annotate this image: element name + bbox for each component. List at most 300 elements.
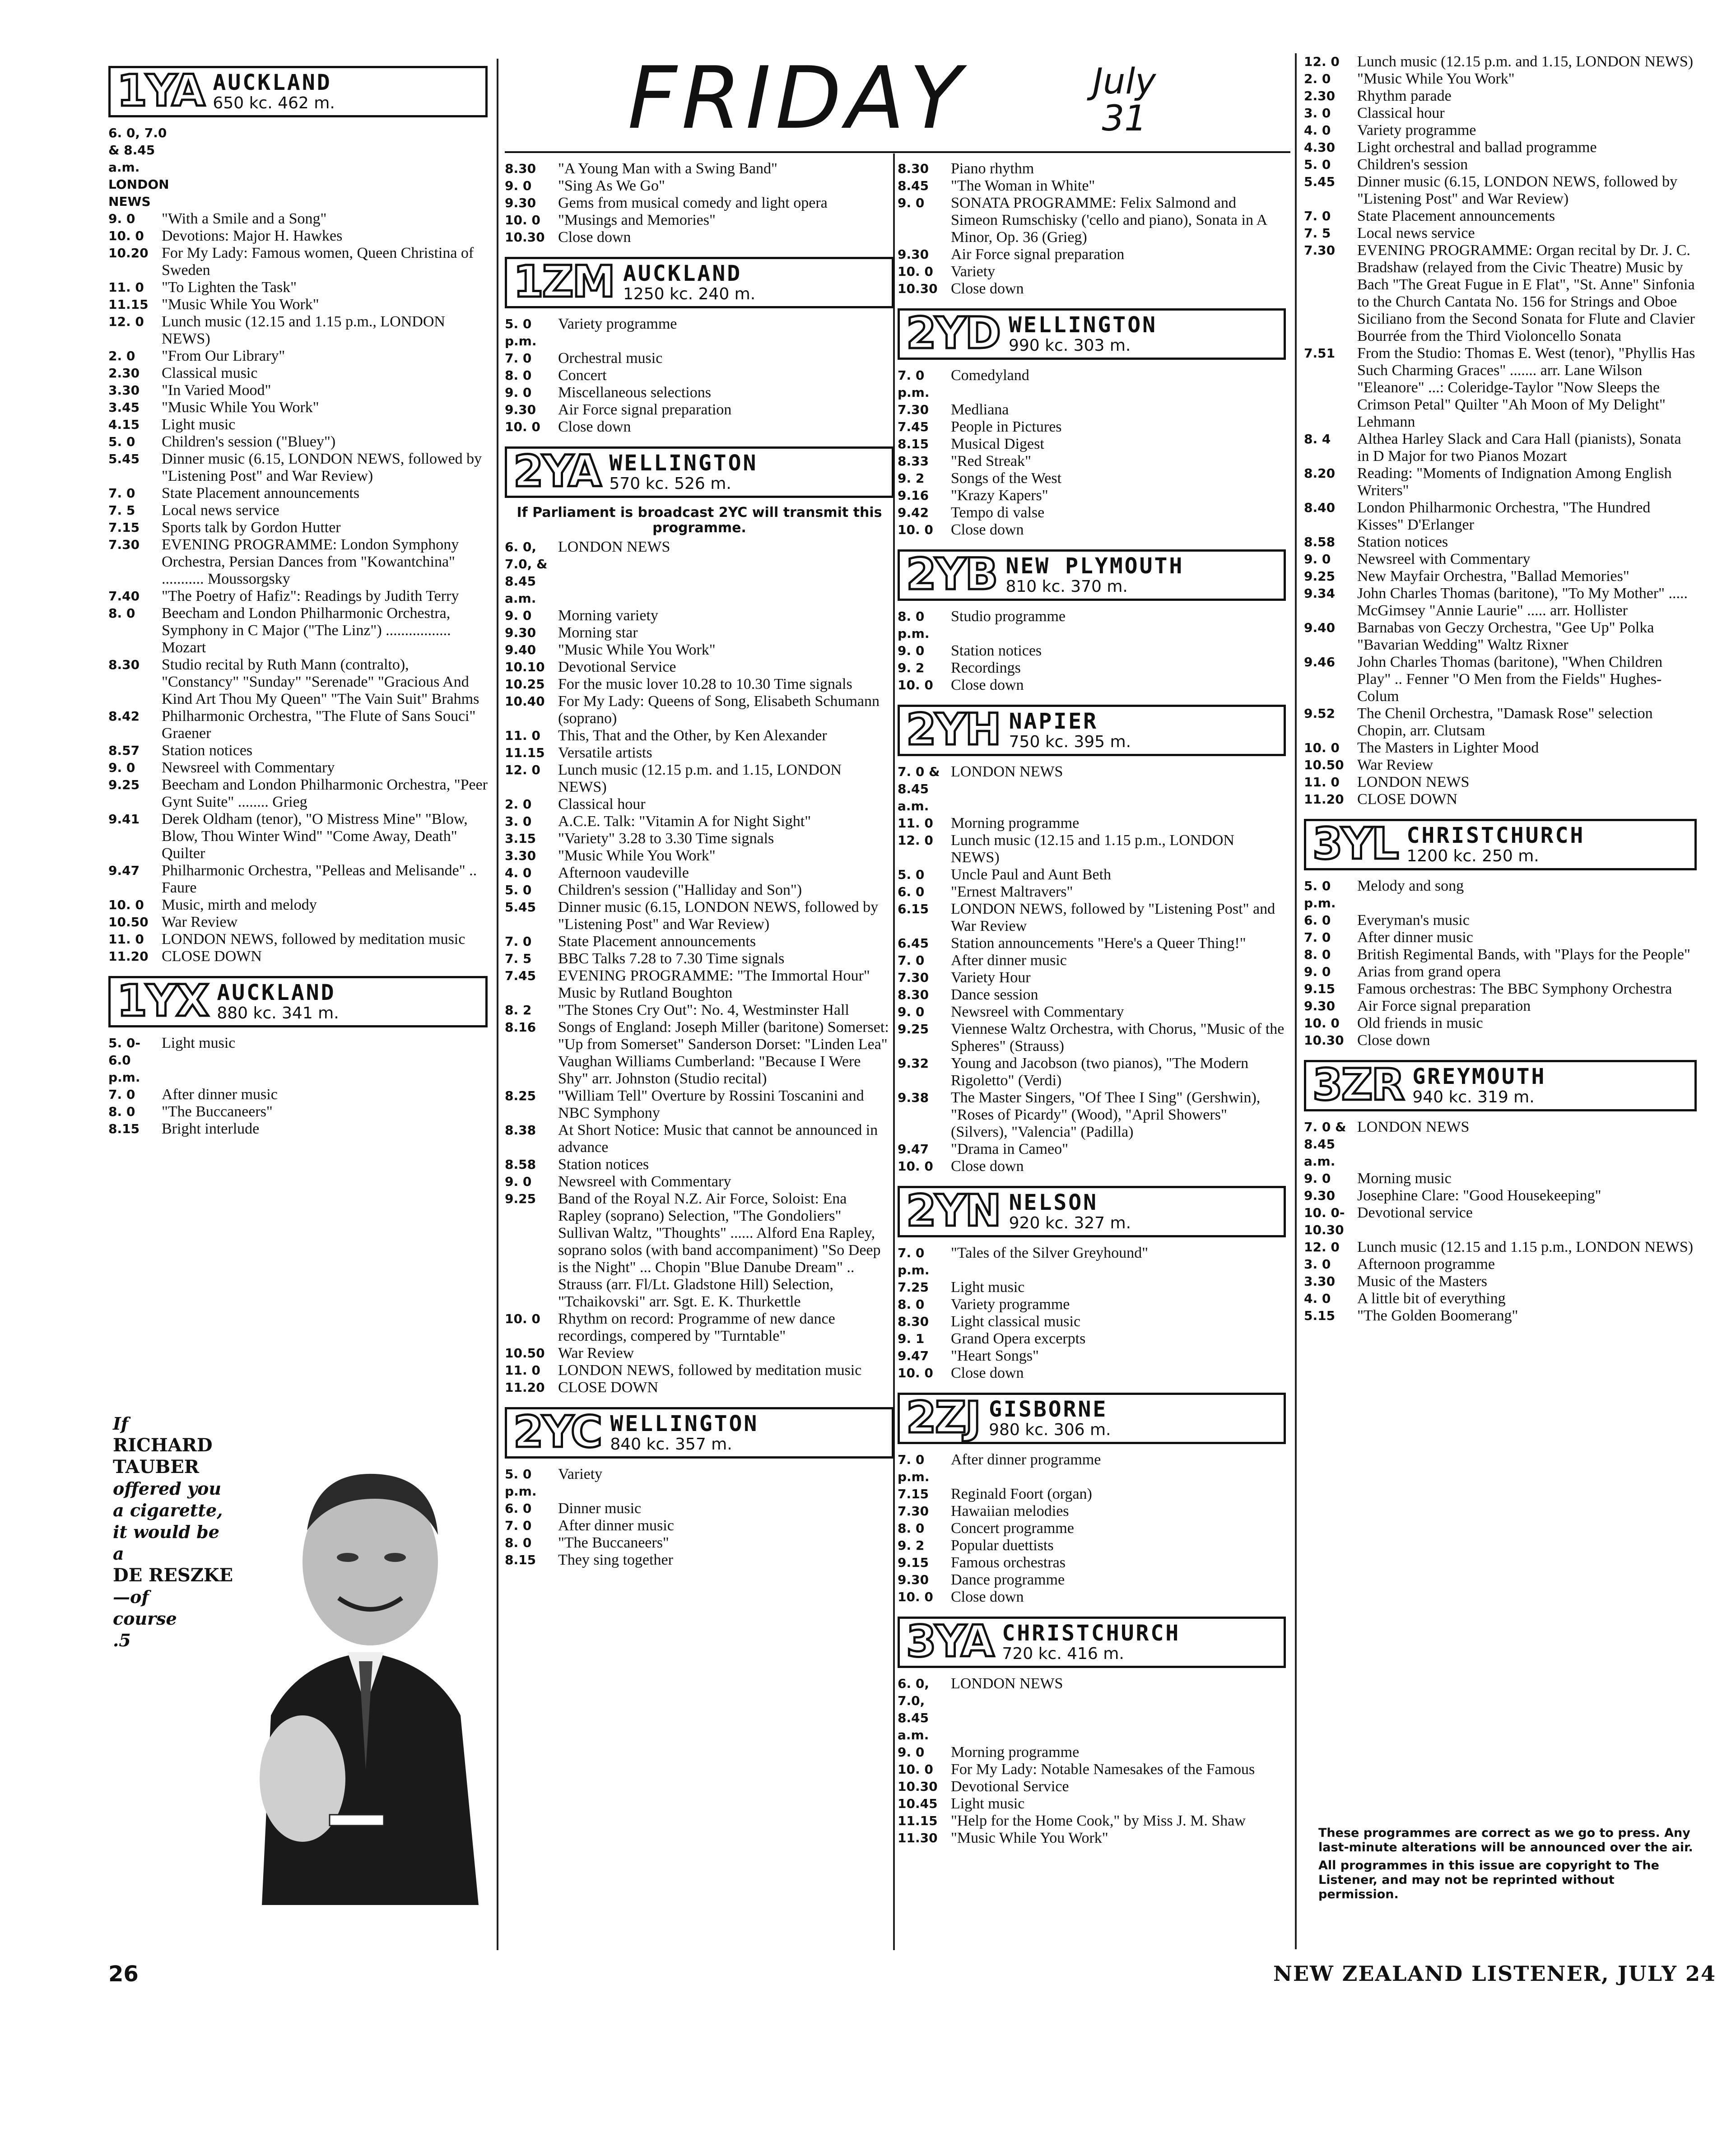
station-banner <box>1304 819 1697 870</box>
programme-row <box>108 1035 488 1086</box>
programme-title: After dinner music <box>1357 929 1473 946</box>
programme-title: "The Stones Cry Out": No. 4, Westminster Hall <box>558 1002 849 1018</box>
programme-title: Derek Oldham (tenor), "O Mistress Mine" "Blow, Blow, Thou Winter Wind" "Come Away, Death" Quilter <box>162 811 468 862</box>
programme-row <box>898 1778 1286 1795</box>
station-info <box>1410 1062 1546 1109</box>
programme-time: 7.40 <box>108 589 140 604</box>
programme-time: 11.20 <box>505 1380 545 1395</box>
programme-title: Sports talk by Gordon Hutter <box>162 519 341 536</box>
programme-title: Newsreel with Commentary <box>558 1173 731 1190</box>
programme-title: "Music While You Work" <box>162 296 319 313</box>
programme-row <box>898 1486 1286 1503</box>
advert-line: DE RESZKE <box>113 1565 233 1586</box>
programme-row <box>898 1554 1286 1571</box>
programme-title: Children's session <box>1357 156 1468 173</box>
programme-title: "Red Streak" <box>951 453 1031 469</box>
programme-title: "The Buccaneers" <box>558 1534 669 1551</box>
programme-row <box>898 1279 1286 1296</box>
programme-title: Devotions: Major H. Hawkes <box>162 228 343 244</box>
station-spacer <box>898 297 1286 306</box>
magazine-footer: NEW ZEALAND LISTENER, JULY 24 <box>1273 1961 1716 1986</box>
programme-title: Dinner music (6.15, LONDON NEWS, followed by "Listening Post" and War Review) <box>162 451 482 484</box>
programme-time: 7.15 <box>108 520 140 535</box>
advert-copy <box>113 1413 248 1651</box>
programme-title: Close down <box>951 1158 1024 1175</box>
programme-row <box>505 950 894 967</box>
programme-row <box>1304 551 1697 568</box>
station-info <box>1404 821 1585 868</box>
programme-time: 10. 0 <box>505 213 540 228</box>
programme-row <box>898 1830 1286 1847</box>
programme-time: 8. 0 <box>108 606 135 621</box>
programme-row <box>505 160 894 177</box>
programme-time: 8.58 <box>505 1157 536 1172</box>
programme-row <box>505 1122 894 1156</box>
programme-row <box>898 1451 1286 1486</box>
programme-time: 9. 0 <box>108 211 135 226</box>
programme-title: A.C.E. Talk: "Vitamin A for Night Sight" <box>558 813 811 830</box>
programme-title: Light orchestral and ballad programme <box>1357 139 1597 156</box>
advert-line: a cigarette, <box>113 1500 223 1520</box>
programme-time: 7.45 <box>505 968 536 983</box>
station-frequency: 980 kc. 306 m. <box>989 1421 1111 1439</box>
programme-time: 9.47 <box>108 863 140 878</box>
advert-line: it would be <box>113 1522 219 1542</box>
programme-row <box>898 280 1286 297</box>
programme-title: London Philharmonic Orchestra, "The Hundred Kisses" D'Erlanger <box>1357 499 1651 533</box>
programme-row <box>505 1087 894 1122</box>
programme-title: Studio recital by Ruth Mann (contralto), "Constancy" "Sunday" "Serenade" "Gracious And Kind Art Thou My Queen" "The Vain Suit" Brahms <box>162 656 479 707</box>
station-info <box>214 978 339 1025</box>
programme-row <box>108 296 488 313</box>
programme-row <box>898 832 1286 866</box>
programme-time: 10.40 <box>505 694 545 709</box>
programme-title: They sing together <box>558 1552 673 1568</box>
programme-row <box>898 1245 1286 1279</box>
programme-row <box>505 762 894 796</box>
column-2 <box>505 160 894 1577</box>
programme-time: 5.45 <box>108 451 140 466</box>
programme-row <box>505 1190 894 1310</box>
programme-row <box>108 228 488 245</box>
programme-time: 8. 0 p.m. <box>898 609 930 641</box>
programme-time: 10.50 <box>505 1346 545 1361</box>
programme-time: 9.30 <box>505 195 536 210</box>
programme-time: 7. 0 <box>898 953 925 968</box>
programme-row <box>1304 88 1697 105</box>
programme-time: 11.20 <box>108 949 149 964</box>
programme-time: 9.38 <box>898 1090 929 1105</box>
date-label <box>1093 63 1156 137</box>
programme-title: Air Force signal preparation <box>951 246 1125 263</box>
station-spacer <box>898 1382 1286 1390</box>
programme-title: Afternoon vaudeville <box>558 864 689 881</box>
programme-title: Reading: "Moments of Indignation Among English Writers" <box>1357 465 1672 499</box>
programme-time: 7. 0 <box>108 1087 135 1102</box>
programme-time: 10. 0 <box>108 897 144 912</box>
programme-time: 7.30 <box>108 537 140 552</box>
station-info <box>607 1409 759 1456</box>
programme-row <box>108 348 488 365</box>
programme-time: 9. 0 <box>1304 552 1331 567</box>
programme-time: 8. 0 <box>505 368 532 383</box>
programme-time: 8.40 <box>1304 500 1336 515</box>
programme-row <box>505 1500 894 1517</box>
programme-title: At Short Notice: Music that cannot be announced in advance <box>558 1122 878 1156</box>
station-callsign: 2YH <box>906 705 1000 755</box>
programme-time: 8.42 <box>108 709 140 724</box>
programme-time: 3. 0 <box>1304 106 1331 121</box>
station-frequency: 720 kc. 416 m. <box>1002 1645 1124 1663</box>
programme-row <box>898 1795 1286 1812</box>
programme-time: 7. 0 <box>505 1518 532 1533</box>
programme-row <box>1304 774 1697 791</box>
station-callsign: 3YA <box>906 1617 993 1667</box>
programme-time: 10.30 <box>898 1779 938 1794</box>
programme-title: Gems from musical comedy and light opera <box>558 195 828 211</box>
programme-time: 10. 0 <box>898 1762 933 1777</box>
programme-title: Light music <box>162 1035 236 1051</box>
programme-title: War Review <box>558 1345 634 1361</box>
programme-row <box>505 659 894 676</box>
programme-row <box>505 1552 894 1569</box>
notice-text: All programmes in this issue are copyright to The Listener, and may not be reprinted without permission. <box>1318 1859 1659 1901</box>
programme-row <box>505 177 894 195</box>
programme-title: Station notices <box>558 1156 649 1173</box>
programme-time: 10. 0 <box>898 522 933 537</box>
programme-time: 9.15 <box>1304 981 1336 996</box>
programme-time: 10.30 <box>898 281 938 296</box>
programme-time: 8. 0 <box>505 1535 532 1550</box>
station-banner <box>505 257 894 308</box>
programme-row <box>1304 105 1697 122</box>
programme-row <box>108 536 488 588</box>
advert-line: RICHARD <box>113 1435 213 1456</box>
advert-line: .5 <box>113 1630 131 1650</box>
programme-row <box>898 1589 1286 1606</box>
programme-title: Everyman's music <box>1357 912 1470 929</box>
programme-row <box>505 1156 894 1173</box>
programme-row <box>505 882 894 899</box>
programme-time: 3.30 <box>108 383 140 398</box>
programme-time: 9.30 <box>1304 1188 1336 1203</box>
programme-time: 8.33 <box>898 454 929 469</box>
programme-title: Newsreel with Commentary <box>951 1004 1124 1020</box>
programme-row <box>108 502 488 519</box>
programme-time: 12. 0 <box>108 314 144 329</box>
programme-row <box>898 521 1286 539</box>
programme-time: 9. 0 <box>505 1174 532 1189</box>
programme-title: "From Our Library" <box>162 348 285 364</box>
programme-title: Barnabas von Geczy Orchestra, "Gee Up" Polka "Bavarian Wedding" Waltz Rixner <box>1357 619 1654 653</box>
programme-time: 8.45 <box>898 178 929 193</box>
programme-row <box>898 470 1286 487</box>
programme-time: 7.25 <box>898 1280 929 1295</box>
station-spacer <box>1304 808 1697 816</box>
programme-row <box>898 1571 1286 1589</box>
programme-row <box>505 1362 894 1379</box>
programme-time: 12. 0 <box>898 833 933 848</box>
station-spacer <box>1304 1049 1697 1057</box>
programme-row <box>505 1534 894 1552</box>
station-city: AUCKLAND <box>623 261 742 286</box>
programme-title: Morning programme <box>951 1744 1080 1761</box>
programme-row <box>1304 1307 1697 1324</box>
station-frequency: 880 kc. 341 m. <box>217 1004 339 1022</box>
programme-title: Songs of England: Joseph Miller (baritone) Somerset: "Up from Somerset" Sanderson Dorset: "Linden Lea" Vaughan Williams Cumberland: "Because I Were Shy" arr. Johnston (Studio recital) <box>558 1019 889 1087</box>
programme-time: 4. 0 <box>1304 1291 1331 1306</box>
station-banner <box>505 446 894 498</box>
programme-title: After dinner music <box>162 1086 278 1103</box>
programme-title: Miscellaneous selections <box>558 384 711 401</box>
station-info <box>986 1395 1111 1442</box>
programme-time: 6. 0 <box>505 1501 532 1516</box>
programme-row <box>1304 739 1697 757</box>
programme-time: 6.45 <box>898 936 929 951</box>
programme-row <box>505 1379 894 1396</box>
programme-time: 7. 0 p.m. <box>898 1245 930 1278</box>
programme-row <box>898 642 1286 660</box>
programme-time: 6. 0, 7.0, & 8.45 a.m. <box>505 539 548 606</box>
programme-title: Music of the Masters <box>1357 1273 1488 1290</box>
programme-title: Orchestral music <box>558 350 663 367</box>
programme-time: 11. 0 <box>108 280 144 295</box>
programme-time: 5. 0 p.m. <box>505 316 537 348</box>
programme-time: 6. 0, 7.0, 8.45 a.m. <box>898 1676 929 1742</box>
programme-title: Light music <box>951 1279 1025 1296</box>
programme-time: 9.30 <box>505 625 536 640</box>
programme-time: 9. 2 <box>898 471 925 486</box>
programme-row <box>108 365 488 382</box>
month-label: July <box>1093 61 1156 102</box>
programme-time: 9. 0 <box>108 760 135 775</box>
advert-line: a <box>113 1543 124 1564</box>
programme-row <box>505 195 894 212</box>
programme-title: "A Young Man with a Swing Band" <box>558 160 777 177</box>
programme-title: For My Lady: Queens of Song, Elisabeth Schumann (soprano) <box>558 693 880 727</box>
programme-time: 9.47 <box>898 1142 929 1157</box>
programme-row <box>898 866 1286 883</box>
station-spacer <box>898 694 1286 702</box>
programme-time: 6. 0, 7.0 & 8.45 a.m. LONDON NEWS <box>108 125 169 209</box>
station-frequency: 750 kc. 395 m. <box>1009 733 1131 751</box>
programme-row <box>1304 654 1697 705</box>
programme-time: 9.46 <box>1304 655 1336 669</box>
programme-time: 8.20 <box>1304 466 1336 481</box>
station-callsign: 3ZR <box>1312 1060 1404 1110</box>
programme-title: "Music While You Work" <box>1357 70 1515 87</box>
programme-time: 3. 0 <box>1304 1257 1331 1272</box>
programme-row <box>898 436 1286 453</box>
programme-time: 11.30 <box>898 1831 938 1845</box>
programme-title: Air Force signal preparation <box>558 401 732 418</box>
programme-row <box>898 608 1286 642</box>
programme-row <box>108 708 488 742</box>
programme-row <box>898 487 1286 504</box>
programme-title: "Ernest Maltravers" <box>951 883 1073 900</box>
programme-time: 5.15 <box>1304 1308 1336 1323</box>
programme-row <box>108 433 488 451</box>
station-callsign: 3YL <box>1312 819 1398 869</box>
programme-row <box>898 263 1286 280</box>
programme-title: Medliana <box>951 401 1009 418</box>
programme-title: Morning variety <box>558 607 658 624</box>
station-banner <box>898 1617 1286 1668</box>
programme-title: Newsreel with Commentary <box>1357 551 1531 567</box>
programme-time: 8. 0 <box>1304 947 1331 962</box>
programme-time: 8.57 <box>108 743 140 758</box>
programme-row <box>505 830 894 847</box>
programme-row <box>898 195 1286 246</box>
station-spacer <box>505 436 894 444</box>
station-spacer <box>108 1138 488 1146</box>
programme-time: 5. 0 p.m. <box>1304 878 1336 911</box>
programme-time: 8.16 <box>505 1020 536 1035</box>
station-city: WELLINGTON <box>610 1411 759 1436</box>
programme-title: Classical music <box>162 365 258 381</box>
programme-title: Dinner music (6.15, LONDON NEWS, followed by "Listening Post" and War Review) <box>558 899 879 933</box>
programme-row <box>505 212 894 229</box>
programme-title <box>169 125 488 210</box>
programme-title: Light music <box>951 1795 1025 1812</box>
station-spacer <box>505 1569 894 1577</box>
programme-time: 9. 0 <box>898 1004 925 1019</box>
programme-time: 4.30 <box>1304 140 1336 155</box>
programme-row <box>108 588 488 605</box>
programme-title: Popular duettists <box>951 1537 1054 1554</box>
programme-title: Variety <box>951 263 996 280</box>
station-callsign: 2YA <box>513 446 600 497</box>
programme-row <box>505 316 894 350</box>
programme-time: 10. 0 <box>505 419 540 434</box>
programme-row <box>898 177 1286 195</box>
programme-time: 5.45 <box>1304 174 1336 189</box>
programme-row <box>108 313 488 348</box>
programme-time: 7. 0 & 8.45 a.m. <box>898 764 940 813</box>
column-1 <box>108 63 488 1146</box>
programme-title: The Chenil Orchestra, "Damask Rose" selection Chopin, arr. Clutsam <box>1357 705 1653 739</box>
programme-row <box>505 350 894 367</box>
programme-time: 12. 0 <box>505 762 540 777</box>
programme-time: 9. 2 <box>898 660 925 675</box>
programme-time: 8.38 <box>505 1123 536 1138</box>
programme-time: 9. 0 <box>898 195 925 210</box>
programme-row <box>108 914 488 931</box>
programme-time: 10. 0 <box>108 228 144 243</box>
programme-row <box>1304 585 1697 619</box>
programme-title: "Music While You Work" <box>558 847 716 864</box>
programme-time: 10. 0 <box>898 1589 933 1604</box>
programme-time: 10.30 <box>1304 1033 1344 1048</box>
station-frequency: 650 kc. 462 m. <box>213 94 335 112</box>
programme-row <box>108 519 488 536</box>
programme-title: Young and Jacobson (two pianos), "The Modern Rigoletto" (Verdi) <box>951 1055 1249 1089</box>
programme-title: Josephine Clare: "Good Housekeeping" <box>1357 1187 1601 1204</box>
programme-title: Air Force signal preparation <box>1357 998 1531 1014</box>
programme-time: 9. 1 <box>898 1331 925 1346</box>
programme-time: 4. 0 <box>505 865 532 880</box>
programme-title: Dance programme <box>951 1571 1065 1588</box>
station-city: CHRISTCHURCH <box>1002 1621 1181 1646</box>
programme-title: For My Lady: Notable Namesakes of the Famous <box>951 1761 1255 1778</box>
programme-row <box>898 1296 1286 1313</box>
programme-title: "Music While You Work" <box>951 1830 1108 1846</box>
programme-title: SONATA PROGRAMME: Felix Salmond and Simeon Rumschisky ('cello and piano), Sonata in A Minor, Op. 36 (Grieg) <box>951 195 1267 246</box>
programme-time: 6. 0 <box>1304 913 1331 928</box>
programme-row <box>108 931 488 948</box>
programme-time: 7. 0 <box>505 934 532 949</box>
station-info <box>606 449 758 496</box>
programme-row <box>1304 242 1697 345</box>
programme-title: BBC Talks 7.28 to 7.30 Time signals <box>558 950 785 967</box>
programme-title: Light classical music <box>951 1313 1081 1330</box>
programme-title: "Drama in Cameo" <box>951 1141 1069 1157</box>
programme-title: Reginald Foort (organ) <box>951 1486 1092 1502</box>
programme-title: Station notices <box>951 642 1042 659</box>
programme-row <box>505 384 894 401</box>
programme-title: "The Golden Boomerang" <box>1357 1307 1518 1324</box>
programme-time: 9. 0 <box>1304 964 1331 979</box>
programme-title: Close down <box>951 521 1024 538</box>
programme-row <box>505 1173 894 1190</box>
programme-row <box>1304 946 1697 963</box>
programme-title: Newsreel with Commentary <box>162 759 335 776</box>
programme-title: Famous orchestras: The BBC Symphony Orchestra <box>1357 980 1672 997</box>
programme-row <box>898 935 1286 952</box>
advert-line: course <box>113 1608 177 1629</box>
programme-title: Uncle Paul and Aunt Beth <box>951 866 1112 883</box>
programme-title: Close down <box>558 229 631 246</box>
programme-time: 9.30 <box>898 247 929 262</box>
programme-time: 7. 5 <box>1304 226 1331 241</box>
programme-row <box>898 160 1286 177</box>
programme-title: Concert <box>558 367 607 384</box>
programme-row <box>505 1517 894 1534</box>
programme-title: Children's session ("Halliday and Son") <box>558 882 802 898</box>
programme-time: 5. 0 <box>898 867 925 882</box>
programme-time: 9.25 <box>108 777 140 792</box>
programme-row <box>898 1812 1286 1830</box>
programme-title: LONDON NEWS, followed by meditation music <box>162 931 465 948</box>
de-reszke-advert <box>108 1408 492 1910</box>
programme-title: "Sing As We Go" <box>558 177 665 194</box>
programme-title: The Masters in Lighter Mood <box>1357 739 1539 756</box>
programme-row <box>898 367 1286 401</box>
programme-time: 10. 0 <box>505 1311 540 1326</box>
programme-title: Children's session ("Bluey") <box>162 433 336 450</box>
programme-title: Close down <box>951 677 1024 693</box>
station-banner <box>898 308 1286 360</box>
programme-row <box>108 382 488 399</box>
programme-title: LONDON NEWS <box>558 539 670 555</box>
programme-row <box>898 660 1286 677</box>
programme-row <box>898 1744 1286 1761</box>
programme-title: Arias from grand opera <box>1357 963 1501 980</box>
station-frequency: 570 kc. 526 m. <box>609 474 731 493</box>
programme-time: 9.41 <box>108 812 140 827</box>
station-city: NELSON <box>1009 1190 1098 1215</box>
programme-time: 8.30 <box>898 1314 929 1329</box>
programme-title: "With a Smile and a Song" <box>162 210 327 227</box>
programme-title: For My Lady: Famous women, Queen Christina of Sweden <box>162 245 474 279</box>
programme-title: "The Woman in White" <box>951 177 1095 194</box>
programme-time: 7. 5 <box>108 503 135 518</box>
programme-row <box>898 1004 1286 1021</box>
column-divider <box>1295 53 1297 1949</box>
programme-title: Classical hour <box>558 796 646 813</box>
programme-row <box>1304 1187 1697 1204</box>
advert-line: —of <box>113 1587 149 1607</box>
